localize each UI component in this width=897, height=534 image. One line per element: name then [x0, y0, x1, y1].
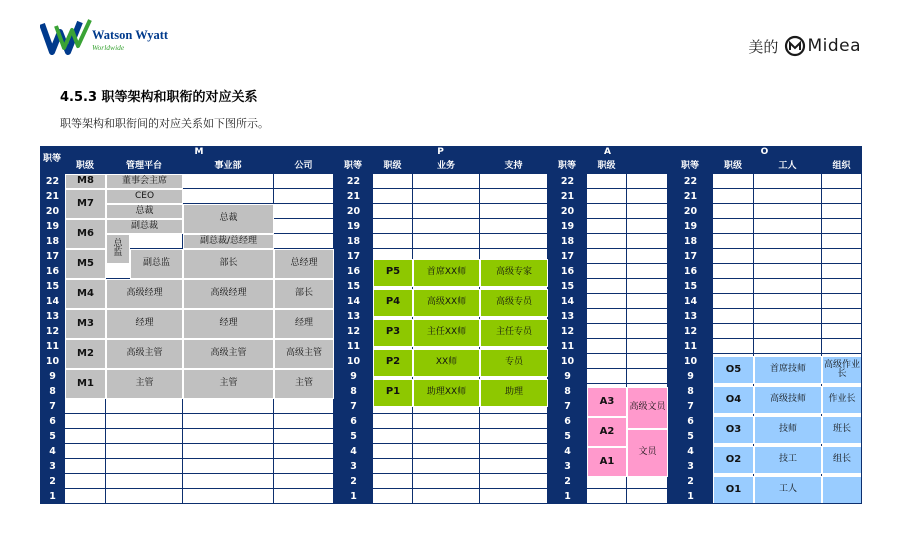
grade-number: 19 [40, 219, 65, 234]
p-level-code: P1 [373, 379, 413, 407]
grade-number: 21 [548, 189, 587, 204]
grade-number: 18 [668, 234, 713, 249]
m-title: 主管 [183, 369, 274, 399]
grade-number: 16 [334, 264, 373, 279]
header-sub-label: 工人 [754, 160, 822, 174]
grade-number: 10 [334, 354, 373, 369]
header-sub-label: 事业部 [183, 160, 274, 174]
grade-number: 21 [668, 189, 713, 204]
grade-number: 16 [40, 264, 65, 279]
grade-number: 10 [548, 354, 587, 369]
grade-number: 17 [548, 249, 587, 264]
grade-number: 1 [334, 489, 373, 504]
grade-number: 8 [334, 384, 373, 399]
grade-number: 15 [548, 279, 587, 294]
grade-number: 6 [548, 414, 587, 429]
grade-number: 17 [40, 249, 65, 264]
p-level-code: P5 [373, 259, 413, 287]
grade-number: 5 [40, 429, 65, 444]
m-title: 高级主管 [274, 339, 334, 369]
header-sub-label: 职级 [65, 160, 106, 174]
header-group-o: O [668, 146, 862, 160]
grade-number: 3 [40, 459, 65, 474]
m-title: CEO [106, 189, 183, 204]
header-sub-label: 公司 [274, 160, 334, 174]
section-heading: 4.5.3 职等架构和职衔的对应关系 [60, 90, 258, 105]
header-sub-label: 管理平台 [106, 160, 183, 174]
grade-number: 12 [334, 324, 373, 339]
m-title: 经理 [183, 309, 274, 339]
m-level-code: M8 [65, 174, 106, 189]
grade-number: 7 [548, 399, 587, 414]
m-title: 高级经理 [106, 279, 183, 309]
o-level-code: O1 [713, 476, 754, 504]
m-title: 董事会主席 [106, 174, 183, 189]
grade-number: 20 [548, 204, 587, 219]
grade-number: 9 [668, 369, 713, 384]
grade-number: 3 [334, 459, 373, 474]
grade-number: 20 [40, 204, 65, 219]
grade-number: 20 [668, 204, 713, 219]
p-business-title: 助理XX师 [413, 379, 480, 407]
a-title: 文员 [627, 429, 668, 477]
grade-number: 4 [334, 444, 373, 459]
grade-number: 8 [668, 384, 713, 399]
client-name-en: Midea [807, 36, 861, 56]
o-level-code: O5 [713, 356, 754, 384]
grade-number: 1 [548, 489, 587, 504]
o-level-code: O3 [713, 416, 754, 444]
watson-wyatt-logo [40, 16, 180, 62]
grade-number: 8 [548, 384, 587, 399]
grade-number: 22 [548, 174, 587, 189]
company-tagline: Worldwide [92, 43, 125, 52]
m-title: 高级经理 [183, 279, 274, 309]
grade-number: 13 [40, 309, 65, 324]
p-level-code: P4 [373, 289, 413, 317]
grade-number: 7 [40, 399, 65, 414]
grade-number: 3 [668, 459, 713, 474]
grade-number: 22 [334, 174, 373, 189]
m-level-code: M7 [65, 189, 106, 219]
m-title: 部长 [183, 249, 274, 279]
m-title: 总监 [106, 234, 130, 264]
grade-number: 4 [668, 444, 713, 459]
grade-number: 17 [334, 249, 373, 264]
grade-number: 14 [334, 294, 373, 309]
grade-number: 16 [548, 264, 587, 279]
m-title: 高级主管 [183, 339, 274, 369]
grade-number: 21 [40, 189, 65, 204]
grade-number: 18 [40, 234, 65, 249]
grade-number: 22 [40, 174, 65, 189]
grade-number: 18 [334, 234, 373, 249]
o-org-title: 组长 [822, 446, 862, 474]
p-level-code: P2 [373, 349, 413, 377]
m-title: 总经理 [274, 249, 334, 279]
watson-wyatt-w-mark-icon [40, 18, 96, 58]
grade-number: 2 [668, 474, 713, 489]
grade-number: 4 [548, 444, 587, 459]
m-title: 经理 [274, 309, 334, 339]
grade-number: 11 [548, 339, 587, 354]
grade-number: 13 [334, 309, 373, 324]
section-intro: 职等架构和职衔间的对应关系如下图所示。 [60, 117, 269, 130]
header-group-m: M [65, 146, 334, 160]
grade-number: 15 [334, 279, 373, 294]
grade-number: 18 [548, 234, 587, 249]
a-level-code: A1 [587, 447, 627, 477]
grade-number: 2 [334, 474, 373, 489]
m-title: 部长 [274, 279, 334, 309]
grade-number: 5 [334, 429, 373, 444]
header-sub-label: 支持 [480, 160, 548, 174]
header-sub-label: 组织 [822, 160, 862, 174]
header-sub-label: 职级 [373, 160, 413, 174]
m-level-code: M1 [65, 369, 106, 399]
m-level-code: M2 [65, 339, 106, 369]
header-grade: 职等 [40, 146, 65, 174]
o-worker-title: 高级技师 [754, 386, 822, 414]
grade-number: 12 [548, 324, 587, 339]
grade-number: 4 [40, 444, 65, 459]
o-worker-title: 技师 [754, 416, 822, 444]
client-name-cn: 美的 [748, 37, 779, 56]
m-level-code: M5 [65, 249, 106, 279]
grade-number: 9 [334, 369, 373, 384]
header-sub-label: 职等 [334, 160, 373, 174]
m-title: 主管 [106, 369, 183, 399]
m-title: 副总裁 [106, 219, 183, 234]
a-level-code: A2 [587, 417, 627, 447]
midea-mark-icon [784, 35, 806, 57]
header-sub-label: 职级 [587, 160, 627, 174]
header-sub-label: 职等 [668, 160, 713, 174]
grade-number: 6 [668, 414, 713, 429]
grade-number: 6 [334, 414, 373, 429]
grade-number: 9 [548, 369, 587, 384]
header-sub-label: 职等 [548, 160, 587, 174]
grade-number: 6 [40, 414, 65, 429]
o-org-title: 班长 [822, 416, 862, 444]
grade-number: 8 [40, 384, 65, 399]
company-name: Watson Wyatt [92, 28, 169, 42]
grade-number: 11 [334, 339, 373, 354]
grade-number: 19 [334, 219, 373, 234]
grade-number: 11 [668, 339, 713, 354]
header-group-p: P [334, 146, 548, 160]
o-worker-title: 首席技师 [754, 356, 822, 384]
grade-number: 9 [40, 369, 65, 384]
grade-number: 3 [548, 459, 587, 474]
m-title: 主管 [274, 369, 334, 399]
grade-number: 15 [40, 279, 65, 294]
grade-number: 20 [334, 204, 373, 219]
o-org-title: 作业长 [822, 386, 862, 414]
m-title: 副总裁/总经理 [183, 234, 274, 249]
header-sub-label: 业务 [413, 160, 480, 174]
a-title: 高级文员 [627, 387, 668, 429]
p-support-title: 高级专员 [480, 289, 548, 317]
grade-number: 14 [668, 294, 713, 309]
o-level-code: O2 [713, 446, 754, 474]
p-support-title: 助理 [480, 379, 548, 407]
grade-number: 12 [40, 324, 65, 339]
m-title: 高级主管 [106, 339, 183, 369]
grade-number: 14 [548, 294, 587, 309]
p-support-title: 高级专家 [480, 259, 548, 287]
grade-number: 16 [668, 264, 713, 279]
header-sub-label: 职级 [713, 160, 754, 174]
grade-number: 10 [668, 354, 713, 369]
m-level-code: M3 [65, 309, 106, 339]
p-business-title: 主任XX师 [413, 319, 480, 347]
p-business-title: 首席XX师 [413, 259, 480, 287]
grade-number: 12 [668, 324, 713, 339]
grade-number: 1 [40, 489, 65, 504]
p-level-code: P3 [373, 319, 413, 347]
o-worker-title: 工人 [754, 476, 822, 504]
grade-number: 1 [668, 489, 713, 504]
grade-number: 11 [40, 339, 65, 354]
grade-number: 19 [548, 219, 587, 234]
o-org-title: 高级作业长 [822, 356, 862, 384]
table-frame [40, 146, 862, 504]
grade-number: 7 [668, 399, 713, 414]
grade-number: 10 [40, 354, 65, 369]
o-level-code: O4 [713, 386, 754, 414]
grade-mapping-table [40, 146, 862, 502]
midea-logo [748, 32, 861, 60]
p-support-title: 主任专员 [480, 319, 548, 347]
o-worker-title: 技工 [754, 446, 822, 474]
grade-number: 21 [334, 189, 373, 204]
grade-number: 15 [668, 279, 713, 294]
grade-number: 2 [548, 474, 587, 489]
p-support-title: 专员 [480, 349, 548, 377]
grade-number: 5 [548, 429, 587, 444]
m-level-code: M4 [65, 279, 106, 309]
grade-number: 14 [40, 294, 65, 309]
m-title: 总裁 [106, 204, 183, 219]
m-title: 经理 [106, 309, 183, 339]
grade-number: 13 [548, 309, 587, 324]
m-title: 总裁 [183, 204, 274, 234]
header-group-a: A [548, 146, 668, 160]
m-level-code: M6 [65, 219, 106, 249]
grade-number: 13 [668, 309, 713, 324]
grade-number: 7 [334, 399, 373, 414]
grade-number: 19 [668, 219, 713, 234]
grade-number: 5 [668, 429, 713, 444]
p-business-title: 高级XX师 [413, 289, 480, 317]
grade-number: 2 [40, 474, 65, 489]
grade-number: 17 [668, 249, 713, 264]
m-title: 副总监 [130, 249, 183, 279]
p-business-title: XX师 [413, 349, 480, 377]
grade-number: 22 [668, 174, 713, 189]
a-level-code: A3 [587, 387, 627, 417]
